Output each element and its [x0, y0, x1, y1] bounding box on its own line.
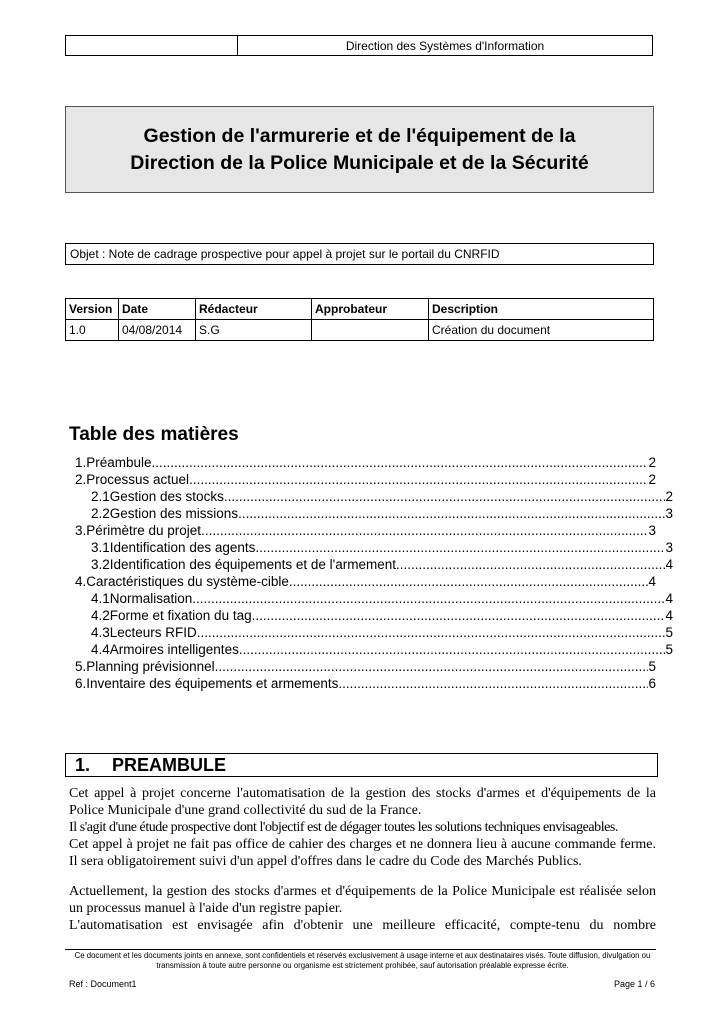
header-department: Direction des Systèmes d'Information: [345, 39, 545, 53]
body-paragraph: Il s'agit d'une étude prospective dont l'objectif est de dégager toutes les solutions techniques envisageables.: [69, 820, 618, 835]
footer-divider: [65, 949, 656, 950]
body-paragraph: Actuellement, la gestion des stocks d'armes et d'équipements de la Police Municipale est réalisée selon un processus manuel à l'aide d'un registre papier.: [69, 884, 656, 916]
toc-entry-processus-actuel[interactable]: 2.Processus actuel ..... 2: [75, 471, 656, 488]
version-table-header: [66, 299, 654, 320]
objet-box: Objet : Note de cadrage prospective pour appel à projet sur le portail du CNRFID: [65, 243, 654, 265]
toc-entry-planning[interactable]: 5.Planning prévisionnel ..... 5: [75, 658, 656, 675]
header-box: [65, 35, 653, 56]
toc-entry-gestion-missions[interactable]: 2.2Gestion des missions ..... 3: [91, 505, 673, 522]
toc-entry-caracteristiques[interactable]: 4.Caractéristiques du système-cible ..... 4: [75, 573, 656, 590]
cell-description: Création du document: [429, 320, 654, 341]
toc-entry-inventaire[interactable]: 6.Inventaire des équipements et armements ..... 6: [75, 675, 656, 692]
toc-title: Table des matières: [69, 424, 239, 445]
document-title: [80, 123, 640, 177]
toc-entry-lecteurs-rfid[interactable]: 4.3Lecteurs RFID ..... 5: [91, 624, 673, 641]
section-title: PREAMBULE: [112, 755, 227, 775]
title-line-2: Direction de la Police Municipale et de la Sécurité: [130, 151, 589, 174]
col-approbateur: Approbateur: [312, 299, 429, 320]
toc-entry-normalisation[interactable]: 4.1Normalisation ..... 4: [91, 590, 673, 607]
confidentiality-notice: Ce document et les documents joints en annexe, sont confidentiels et réservés exclusivement à usage interne et aux destinataires visés. Toute diffusion, divulgation ou transmission à toute autre personne ou organisme est strictement prohibée, sauf autorisation préalable expresse écrite.: [74, 951, 651, 970]
body-paragraph: L'automatisation est envisagée afin d'obtenir une meilleure efficacité, compte-tenu du nombre: [69, 918, 656, 933]
document-reference: Ref : Document1: [69, 979, 137, 989]
cell-redacteur: S.G: [196, 320, 312, 341]
version-table: [65, 298, 654, 341]
toc-entry-identification-equipements[interactable]: 3.2Identification des équipements et de l'armement ..... 4: [91, 556, 673, 573]
toc-entry-gestion-stocks[interactable]: 2.1Gestion des stocks ..... 2: [91, 488, 673, 505]
header-left-cell: [66, 36, 238, 55]
section-number: 1.: [75, 755, 91, 775]
cell-approbateur: [312, 320, 429, 341]
toc-entry-identification-agents[interactable]: 3.1Identification des agents ..... 3: [91, 539, 673, 556]
cell-date: 04/08/2014: [119, 320, 196, 341]
title-line-1: Gestion de l'armurerie et de l'équipement de la: [143, 124, 576, 147]
toc-entry-preambule[interactable]: 1.Préambule ..... 2: [75, 454, 656, 471]
document-title-box: [65, 106, 654, 193]
table-row: [66, 320, 654, 341]
page-number: Page 1 / 6: [613, 979, 655, 989]
toc-entry-armoires[interactable]: 4.4Armoires intelligentes ..... 5: [91, 641, 673, 658]
toc-entry-forme-fixation[interactable]: 4.2Forme et fixation du tag ..... 4: [91, 607, 673, 624]
body-paragraph: Cet appel à projet ne fait pas office de cahier des charges et ne donnera lieu à aucune commande ferme. Il sera obligatoirement suivi d'un appel d'offres dans le cadre du Code des Marchés Publics.: [69, 837, 656, 869]
col-description: Description: [429, 299, 654, 320]
col-redacteur: Rédacteur: [196, 299, 312, 320]
toc-entry-perimetre[interactable]: 3.Périmètre du projet ..... 3: [75, 522, 656, 539]
body-paragraph: Cet appel à projet concerne l'automatisation de la gestion des stocks d'armes et d'équipements de la Police Municipale d'une grand collectivité du sud de la France.: [69, 786, 656, 818]
col-date: Date: [119, 299, 196, 320]
cell-version: 1.0: [66, 320, 119, 341]
col-version: Version: [66, 299, 119, 320]
